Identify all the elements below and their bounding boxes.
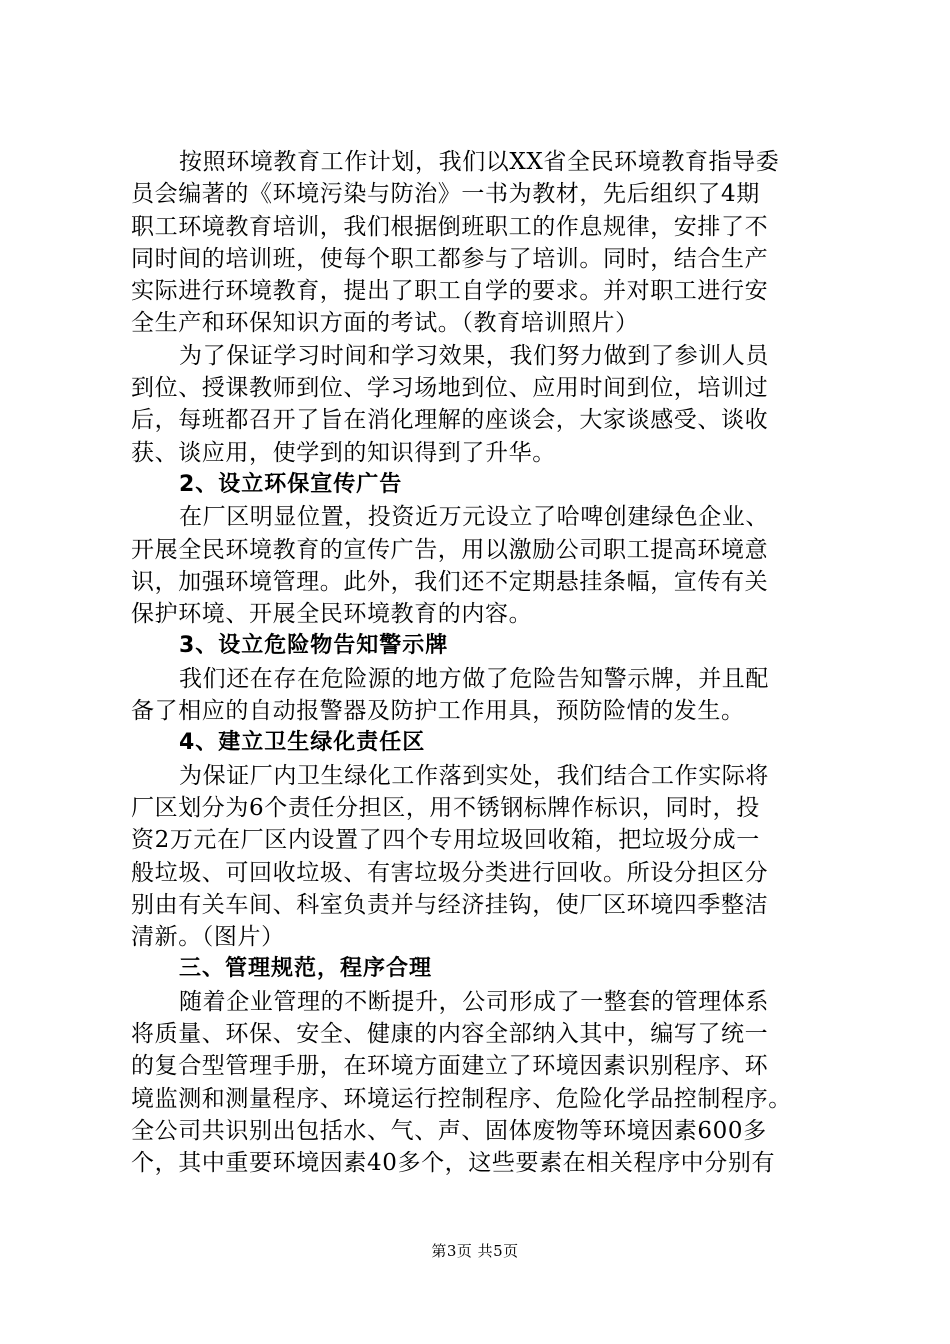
section-heading: 4、建立卫生绿化责任区 bbox=[179, 730, 426, 756]
paragraph-line: 的复合型管理手册，在环境方面建立了环境因素识别程序、环 bbox=[131, 1053, 769, 1080]
paragraph-line: 别由有关车间、科室负责并与经济挂钩，使厂区环境四季整洁 bbox=[131, 891, 769, 918]
paragraph-line: 职工环境教育培训，我们根据倒班职工的作息规律，安排了不 bbox=[131, 213, 769, 240]
paragraph-line: 境监测和测量程序、环境运行控制程序、危险化学品控制程序。 bbox=[131, 1085, 792, 1112]
paragraph-line: 清新。（图片） bbox=[131, 924, 285, 951]
paragraph-line: 获、谈应用，使学到的知识得到了升华。 bbox=[131, 439, 556, 466]
paragraph-line: 开展全民环境教育的宣传广告，用以激励公司职工提高环境意 bbox=[131, 536, 769, 563]
paragraph-line: 同时间的培训班，使每个职工都参与了培训。同时，结合生产 bbox=[131, 245, 769, 272]
paragraph-line: 全公司共识别出包括水、气、声、固体废物等环境因素600多 bbox=[131, 1117, 767, 1144]
page-footer: 第3页 共5页 bbox=[431, 1242, 519, 1260]
paragraph-line: 保护环境、开展全民环境教育的内容。 bbox=[131, 601, 533, 628]
paragraph-line: 到位、授课教师到位、学习场地到位、应用时间到位，培训过 bbox=[131, 375, 769, 402]
paragraph-line: 厂区划分为6个责任分担区，用不锈钢标牌作标识，同时，投 bbox=[131, 794, 760, 821]
paragraph-line: 将质量、环保、安全、健康的内容全部纳入其中，编写了统一 bbox=[131, 1021, 769, 1048]
section-heading: 三、管理规范，程序合理 bbox=[179, 956, 433, 982]
paragraph-line: 识，加强环境管理。此外，我们还不定期悬挂条幅，宣传有关 bbox=[131, 568, 769, 595]
paragraph-line: 在厂区明显位置，投资近万元设立了哈啤创建绿色企业、 bbox=[179, 504, 769, 531]
paragraph-line: 我们还在存在危险源的地方做了危险告知警示牌，并且配 bbox=[179, 665, 769, 692]
paragraph-line: 备了相应的自动报警器及防护工作用具，预防险情的发生。 bbox=[131, 698, 745, 725]
paragraph-line: 全生产和环保知识方面的考试。（教育培训照片） bbox=[131, 310, 639, 337]
paragraph-line: 员会编著的《环境污染与防治》一书为教材，先后组织了4期 bbox=[131, 181, 760, 208]
paragraph-line: 实际进行环境教育，提出了职工自学的要求。并对职工进行安 bbox=[131, 278, 769, 305]
paragraph-line: 资2万元在厂区内设置了四个专用垃圾回收箱，把垃圾分成一 bbox=[131, 827, 760, 854]
section-heading: 3、设立危险物告知警示牌 bbox=[179, 633, 449, 659]
paragraph-line: 按照环境教育工作计划，我们以XX省全民环境教育指导委 bbox=[179, 149, 780, 175]
paragraph-line: 为保证厂内卫生绿化工作落到实处，我们结合工作实际将 bbox=[179, 762, 769, 789]
paragraph-line: 为了保证学习时间和学习效果，我们努力做到了参训人员 bbox=[179, 342, 769, 369]
paragraph-line: 随着企业管理的不断提升，公司形成了一整套的管理体系 bbox=[179, 988, 769, 1015]
paragraph-line: 个，其中重要环境因素40多个，这些要素在相关程序中分别有 bbox=[131, 1150, 776, 1177]
paragraph-line: 后，每班都召开了旨在消化理解的座谈会，大家谈感受、谈收 bbox=[131, 407, 769, 434]
section-heading: 2、设立环保宣传广告 bbox=[179, 471, 403, 497]
document-body bbox=[131, 146, 831, 1180]
paragraph-line: 般垃圾、可回收垃圾、有害垃圾分类进行回收。所设分担区分 bbox=[131, 859, 769, 886]
